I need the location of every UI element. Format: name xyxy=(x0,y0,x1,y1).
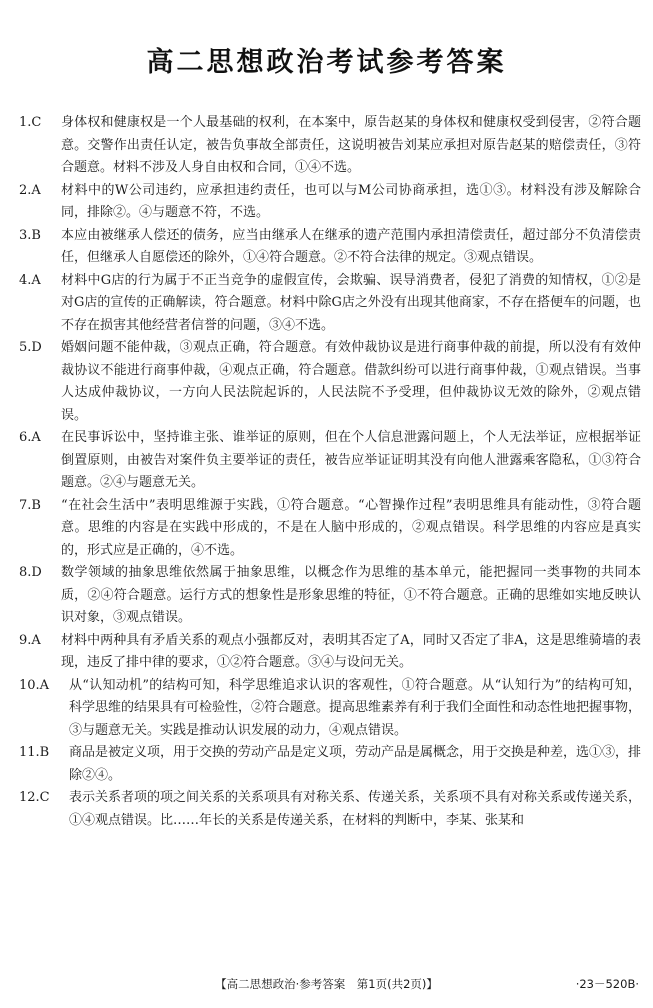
answer-list xyxy=(19,112,641,832)
answer-explanation: 身体权和健康权是一个人最基础的权利，在本案中，原告赵某的身体权和健康权受到侵害，②符合题意。交警作出责任认定，被告负事故全部责任，这说明被告刘某应承担对原告赵某的赔偿责任，③符合题意。材料不涉及人身自由权和合同，①④不选。 xyxy=(61,115,641,175)
answer-explanation: 商品是被定义项，用于交换的劳动产品是定义项，劳动产品是属概念，用于交换是种差，选①③，排除②④。 xyxy=(69,745,642,783)
answer-item xyxy=(19,112,641,180)
answer-explanation: 表示关系者项的项之间关系的关系项具有对称关系、传递关系，关系项不具有对称关系或传递关系，①④观点错误。比……年长的关系是传递关系，在材料的判断中，李某、张某和 xyxy=(69,790,642,828)
answer-number: 4.A xyxy=(19,272,41,288)
answer-item xyxy=(19,427,641,495)
footer-page-info: 【高二思想政治·参考答案 第1页(共2页)】 xyxy=(215,977,438,991)
answer-explanation: 材料中的W公司违约，应承担违约责任，也可以与M公司协商承担，选①③。材料没有涉及解除合同，排除②。④与题意不符，不选。 xyxy=(61,182,641,220)
page-footer xyxy=(0,976,653,996)
answer-number: 5.D xyxy=(19,340,42,355)
page-title: 高二思想政治考试参考答案 xyxy=(146,47,507,78)
answer-number: 11.B xyxy=(19,745,50,760)
answer-item xyxy=(19,270,641,338)
answer-item xyxy=(19,787,641,832)
answer-item xyxy=(19,180,641,225)
answer-number: 8.D xyxy=(19,565,42,580)
answer-item xyxy=(19,742,641,787)
answer-number: 1.C xyxy=(19,115,42,130)
answer-item xyxy=(19,562,641,630)
answer-explanation: 材料中G店的行为属于不正当竞争的虚假宣传，会欺骗、误导消费者，侵犯了消费的知情权，①②是对G店的宣传的正确解读，符合题意。材料中除G店之外没有出现其他商家，不存在搭便车的问题，也不存在损害其他经营者信誉的问题，③④不选。 xyxy=(61,272,641,333)
answer-item xyxy=(19,630,641,675)
answer-explanation: 数学领域的抽象思维依然属于抽象思维，以概念作为思维的基本单元，能把握同一类事物的共同本质，②④符合题意。运行方式的想象性是形象思维的特征，①不符合题意。正确的思维如实地反映认识对象，③观点错误。 xyxy=(61,565,641,625)
answer-item xyxy=(19,225,641,270)
answer-explanation: 婚姻问题不能仲裁，③观点正确，符合题意。有效仲裁协议是进行商事仲裁的前提，所以没有有效仲裁协议不能进行商事仲裁，④观点正确，符合题意。借款纠纷可以进行商事仲裁，①观点错误。当事人达成仲裁协议，一方向人民法院起诉的，人民法院不予受理，但仲裁协议无效的除外，②观点错误。 xyxy=(61,340,641,423)
answer-number: 6.A xyxy=(19,430,41,445)
answer-explanation: 材料中两种具有矛盾关系的观点小强都反对，表明其否定了A，同时又否定了非A，这是思维骑墙的表现，违反了排中律的要求，①②符合题意。③④与设问无关。 xyxy=(61,632,641,670)
answer-number: 9.A xyxy=(19,632,41,648)
answer-number: 7.B xyxy=(19,497,41,513)
answer-explanation: 在民事诉讼中，坚持谁主张、谁举证的原则，但在个人信息泄露问题上，个人无法举证，应根据举证倒置原则，由被告对案件负主要举证的责任，被告应举证证明其没有向他人泄露乘客隐私，①③符合题意。②④与题意无关。 xyxy=(61,430,641,490)
answer-explanation: 本应由被继承人偿还的债务，应当由继承人在继承的遗产范围内承担清偿责任，超过部分不负清偿责任，但继承人自愿偿还的除外，①④符合题意。②不符合法律的规定。③观点错误。 xyxy=(61,227,641,265)
answer-item xyxy=(19,675,641,743)
answer-number: 3.B xyxy=(19,227,41,243)
footer-exam-code: ·23－520B· xyxy=(575,977,639,991)
answer-number: 2.A xyxy=(19,182,41,198)
answer-number: 10.A xyxy=(19,677,50,693)
answer-explanation: 从“认知动机”的结构可知，科学思维追求认识的客观性，①符合题意。从“认知行为”的结构可知，科学思维的结果具有可检验性，②符合题意。提高思维素养有利于我们全面性和动态性地把握事物，③与题意无关。实践是推动认识发展的动力，④观点错误。 xyxy=(69,677,642,738)
answer-number: 12.C xyxy=(19,790,50,805)
answer-item xyxy=(19,495,641,563)
answer-explanation: “在社会生活中”表明思维源于实践，①符合题意。“心智操作过程”表明思维具有能动性，③符合题意。思维的内容是在实践中形成的，不是在人脑中形成的，②观点错误。科学思维的内容应是真实的，形式应是正确的，④不选。 xyxy=(61,497,641,558)
answer-item xyxy=(19,337,641,427)
